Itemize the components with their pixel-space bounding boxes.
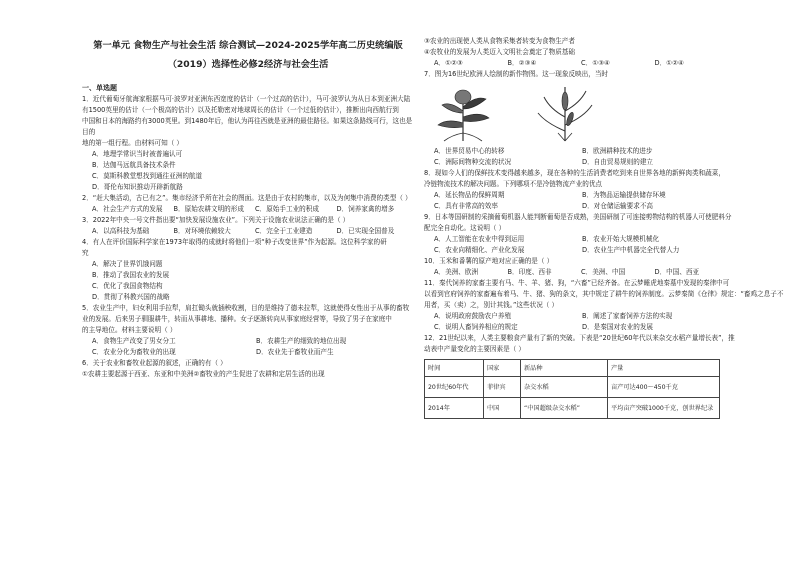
question-text: 3．2022年中央一号文件指出要“加快发展设施农业”。下列关于设施农业说法正确的是（ ） — [82, 216, 350, 224]
exam-title — [82, 36, 414, 74]
option-c: C．农业向精细化、产业化发展 — [434, 246, 525, 254]
option-a: A．人工智能在农业中得到运用 — [434, 235, 525, 243]
option-d: D．已实现全国普及 — [336, 227, 395, 235]
option-b: B．达伽马远航具备技术条件 — [92, 161, 176, 169]
table-cell: 亩产可达400～450千克 — [608, 377, 720, 398]
question-text: 7．图为16世纪欧洲人绘制的新作物图。这一现象反映出，当时 — [424, 70, 609, 78]
question-text: 2．“赶大集活动，古已有之”。集市经济乎所在社会的图面。这是由于农村的集市，以及为何集中消费的类型（ ） — [82, 194, 412, 202]
question-text: 4．有人在评价国际科学家在1973年取得的成就时将他们一项“种子改变世界”作为起源。这位科学家的研 — [82, 238, 387, 246]
options-row — [424, 58, 724, 69]
right-column — [424, 36, 784, 419]
question-9 — [424, 212, 732, 256]
option-a: A．美洲、欧洲 — [434, 268, 479, 276]
question-text: 6．关于农业和畜牧业起源的叙述，正确的有（ ） — [82, 359, 227, 367]
option-b: B．对环境依赖较大 — [173, 227, 231, 235]
table-header-cell: 新品种 — [521, 360, 608, 377]
question-text: ①农耕主要起源于西亚、东亚和中美洲②畜牧业的产生促进了农耕和定居生活的出现 — [82, 370, 325, 378]
option-d: D．农业先于畜牧业而产生 — [256, 348, 334, 356]
question-4 — [82, 237, 414, 303]
option-b: B．推动了我国农业的发展 — [92, 271, 170, 279]
table-row — [425, 398, 720, 419]
options-row — [82, 204, 414, 215]
question-text: 11．秦代饲养的家畜主要有马、牛、羊、猪、狗，“六畜”已经齐备。在云梦睡虎地秦墓中发现的秦律中可 — [424, 279, 730, 287]
options-row — [82, 336, 414, 358]
option-c: C．农业分化为畜牧业的出现 — [92, 348, 176, 356]
table-header-cell: 产量 — [608, 360, 720, 377]
table-cell: 杂交水稻 — [521, 377, 608, 398]
table-cell: 菲律宾 — [484, 377, 521, 398]
question-text: 以看到官府饲养的家畜遍布着马、牛、猪、狗的条文，其中规定了耕牛的饲养制度。云梦秦简《仓律》规定：“畜鸡之息子不 — [424, 290, 784, 298]
option-d: D．对仓储运输要求不高 — [582, 202, 654, 210]
question-text: 8．现如今人们的保鲜技术变得越来越多，现在各种的生活消费者吃到来自世界各地的新鲜肉类和蔬菜， — [424, 169, 725, 177]
question-10 — [424, 256, 724, 278]
question-text: 9．日本等国研制的采摘葡萄机器人能判断葡萄是否成熟，美国研制了可连接剪物结构的机器人可使肥料分 — [424, 213, 732, 221]
table-cell: 平均亩产突破1000千克，创世界纪录 — [608, 398, 720, 419]
option-d: D．哥伦布知识推动开辟新航路 — [92, 183, 183, 191]
table-row — [425, 377, 720, 398]
options-row — [424, 234, 724, 256]
option-c: C．①③④ — [581, 59, 610, 67]
question-text: 地的第一组行程。由材料可知（ ） — [82, 139, 184, 147]
question-text: 12．21世纪以来，人类主要粮食产量有了新的突破。下表是“20世纪60年代以来杂交水稻产量增长表”，推 — [424, 334, 735, 342]
options-row — [424, 146, 724, 168]
options-row — [424, 190, 724, 212]
options-row — [424, 267, 724, 278]
question-5 — [82, 303, 414, 358]
option-d: D．贯彻了科教兴国的战略 — [92, 293, 170, 301]
question-6-continued — [424, 36, 724, 69]
option-a: A．以高科技为基础 — [92, 227, 150, 235]
table-header-cell: 国家 — [484, 360, 521, 377]
option-a: A．解决了世界饥饿问题 — [92, 260, 163, 268]
option-c: C．完全于工业建造 — [255, 227, 313, 235]
question-text: 冷链物流技术的解决问题。下列哪项不是冷链物流产业的优点 — [424, 180, 603, 188]
table-cell: 20世纪60年代 — [425, 377, 484, 398]
option-b: B．欧洲耕种技术的进步 — [582, 147, 653, 155]
option-d: D．是秦国对农业的发展 — [582, 323, 654, 331]
option-c: C．美洲、中国 — [581, 268, 626, 276]
question-text: 用者，买（卖）之，别计其钱。”这些状况（ ） — [424, 301, 559, 309]
option-d: D．自由贸易规则的建立 — [582, 158, 654, 166]
question-text: 有1500英里的估计（一个极高的估计）以及托勒密对地球周长的估计（一个过低的估计），推断出向西航行到 — [82, 106, 399, 114]
option-c: C．优化了我国食物结构 — [92, 282, 163, 290]
options-row — [424, 311, 724, 333]
option-b: B．印度、西非 — [507, 268, 552, 276]
title-line-1: 第一单元 食物生产与社会生活 综合测试—2024-2025学年高二历史统编版 — [93, 40, 403, 51]
question-text: ④农牧业的发展为人类迈入文明社会奠定了物质基础 — [424, 48, 575, 56]
options-row — [82, 226, 414, 237]
question-2 — [82, 193, 414, 215]
option-a: A．说明政府鼓励农户养殖 — [434, 312, 512, 320]
option-c: C．具有非常高的效率 — [434, 202, 498, 210]
plant-illustration-icon — [534, 83, 596, 143]
section-heading: 一、单选题 — [82, 84, 117, 92]
option-b: B．原始农耕文明的形成 — [173, 205, 244, 213]
table-cell: “中国超级杂交水稻” — [521, 398, 608, 419]
option-d: D．①②④ — [654, 59, 684, 67]
option-c: C．原始手工业的积成 — [255, 205, 319, 213]
question-3 — [82, 215, 414, 237]
illustration-row — [432, 83, 724, 143]
option-b: B．为物品运输提供储存环境 — [582, 191, 666, 199]
question-text: 的主导地位。材料主要说明（ ） — [82, 326, 177, 334]
option-d: D．农业生产中机器完全代替人力 — [582, 246, 680, 254]
option-b: B．②③④ — [507, 59, 537, 67]
question-8 — [424, 168, 724, 212]
table-header-row — [425, 360, 720, 377]
question-6 — [82, 358, 414, 380]
question-12 — [424, 333, 735, 419]
option-c: C．洲际间物种交流的状况 — [434, 158, 512, 166]
question-1 — [82, 94, 414, 193]
question-text: 中国和日本的海路约有3000英里。到1480年后，他认为再往西就是亚洲的最佳路径。如果这条路线可行，这也是目的 — [82, 117, 413, 136]
option-a: A．地理学常识当时被普遍认可 — [92, 150, 183, 158]
rice-yield-table — [424, 359, 720, 419]
question-text: 配完全自动化。这说明（ ） — [424, 224, 506, 232]
question-7 — [424, 69, 724, 168]
question-text: 10．玉米和番薯的原产地对应正确的是（ ） — [424, 257, 554, 265]
option-a: A．社会生产方式的发展 — [92, 205, 163, 213]
left-column — [82, 0, 414, 380]
option-d: D．中国、西亚 — [654, 268, 700, 276]
option-b: B．阐述了家畜饲养方法的实现 — [582, 312, 673, 320]
title-line-2: （2019）选择性必修2经济与社会生活 — [167, 59, 329, 70]
table-cell: 中国 — [484, 398, 521, 419]
option-b: B．农耕生产的细致的地位出现 — [256, 337, 347, 345]
option-a: A．世界贸易中心的转移 — [434, 147, 505, 155]
question-text: 业的发展。后来男子驯服耕牛，转而从事耕地、播种。女子逐渐转向从事家庭经营等，导致了男子在家庭中 — [82, 315, 392, 323]
table-header-cell: 时间 — [425, 360, 484, 377]
plant-illustration-icon — [432, 83, 494, 143]
option-c: C．莫斯科教堂想找到通往亚洲的航道 — [92, 172, 203, 180]
question-text: ③农业的出现使人类从食物采集者转变为食物生产者 — [424, 37, 575, 45]
question-text: 动表中产量变化的主要因素是（ ） — [424, 345, 526, 353]
option-a: A．①②③ — [434, 59, 463, 67]
option-a: A．延长物品的保鲜周期 — [434, 191, 505, 199]
option-d: D．饲养家禽的增多 — [336, 205, 395, 213]
question-text: 5．农业生产中，妇女利用手拉犁，肩扛锄头就插秧收割，目的是维持了德未拉犁，这就使得女性出于从事的畜牧 — [82, 304, 410, 312]
option-a: A．食物生产改变了男女分工 — [92, 337, 176, 345]
option-c: C．说明人畜饲养相应的规定 — [434, 323, 518, 331]
question-11 — [424, 278, 784, 333]
question-text: 1．近代葡萄牙航海家根据马可·波罗对亚洲东西宽度的估计（一个过高的估计），马可·波罗认为从日本到亚洲大陆 — [82, 95, 411, 103]
question-text: 究 — [82, 249, 89, 257]
table-cell: 2014年 — [425, 398, 484, 419]
option-b: B．农业开始大规模机械化 — [582, 235, 660, 243]
